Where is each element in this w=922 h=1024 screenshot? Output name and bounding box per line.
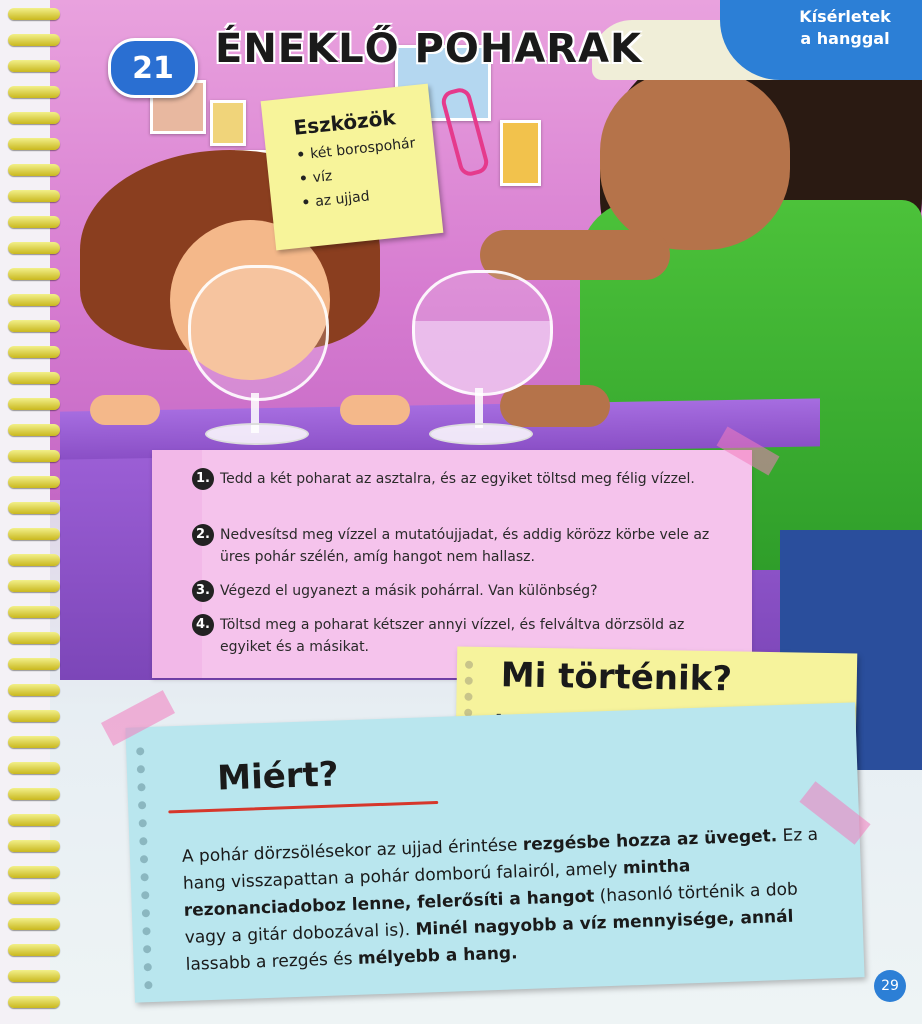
spiral-binding [0, 0, 58, 1024]
tool-item: • két borospohár [295, 129, 435, 167]
spiral-coil [8, 944, 60, 956]
experiment-number-badge: 21 [108, 38, 198, 98]
boy-hand [500, 385, 610, 427]
why-title: Miért? [216, 754, 340, 799]
spiral-coil [8, 762, 60, 774]
spiral-coil [8, 346, 60, 358]
notebook-hole [465, 677, 473, 685]
notebook-hole [136, 747, 144, 755]
boy-face [600, 70, 790, 250]
spiral-coil [8, 372, 60, 384]
spiral-coil [8, 320, 60, 332]
step-number: 4. [192, 614, 214, 636]
tool-item: • víz [298, 153, 438, 191]
why-text-part: A pohár dörzsölésekor az ujjad érintése [181, 835, 524, 867]
why-text-part: lassabb a rezgés és [185, 948, 359, 975]
step-text: Töltsd meg a poharat kétszer annyi vízzel, és felváltva dörzsöld az egyiket és a másikat. [220, 617, 685, 655]
notebook-hole [464, 693, 472, 701]
glass-stem [475, 388, 483, 428]
why-text-bold: mintha rezonanciadoboz lenne, felerősíti a hangot [183, 856, 691, 921]
notebook-hole [137, 765, 145, 773]
spiral-coil [8, 528, 60, 540]
spiral-coil [8, 710, 60, 722]
step-number: 2. [192, 524, 214, 546]
notebook-hole [143, 945, 151, 953]
glass-base [429, 423, 533, 445]
notebook-hole [137, 783, 145, 791]
step-3 [196, 580, 740, 602]
wall-poster [500, 120, 541, 186]
what-happens-title: Mi történik? [500, 655, 733, 700]
why-text-part: (hasonló történik a dob vagy a gitár dobozával is). [184, 879, 799, 948]
notebook-hole [141, 873, 149, 881]
notebook-hole [141, 891, 149, 899]
why-text-part: Ez a hang visszapattan a pohár domború falairól, amely [182, 824, 819, 894]
instructions-panel [152, 450, 752, 678]
spiral-coil [8, 892, 60, 904]
half-full-wine-glass [412, 270, 553, 396]
spiral-coil [8, 86, 60, 98]
spiral-coil [8, 424, 60, 436]
spiral-coil [8, 502, 60, 514]
why-text [182, 822, 826, 979]
page-number: 29 [874, 970, 906, 1002]
why-text-bold: Minél nagyobb a víz mennyisége, annál [415, 906, 794, 940]
spiral-coil [8, 632, 60, 644]
notebook-hole [139, 837, 147, 845]
section-label-line1: Kísérletek [799, 7, 891, 26]
tools-note [261, 84, 444, 251]
notebook-hole [144, 963, 152, 971]
spiral-coil [8, 918, 60, 930]
spiral-coil [8, 268, 60, 280]
why-note [125, 702, 864, 1002]
spiral-coil [8, 112, 60, 124]
spiral-coil [8, 788, 60, 800]
spiral-coil [8, 658, 60, 670]
spiral-coil [8, 996, 60, 1008]
notebook-hole [144, 981, 152, 989]
tools-title: Eszközök [292, 105, 397, 140]
why-text-bold: mélyebb a hang. [357, 943, 518, 969]
spiral-coil [8, 684, 60, 696]
step-2 [196, 524, 740, 568]
spiral-coil [8, 190, 60, 202]
spiral-coil [8, 606, 60, 618]
spiral-coil [8, 60, 60, 72]
spiral-coil [8, 736, 60, 748]
spiral-coil [8, 164, 60, 176]
step-text: Nedvesítsd meg vízzel a mutatóujjadat, és addig körözz körbe vele az üres pohár szélén, amíg hangot nem hallasz. [220, 527, 710, 565]
spiral-coil [8, 294, 60, 306]
notebook-hole [142, 909, 150, 917]
spiral-coil [8, 216, 60, 228]
notebook-hole [142, 927, 150, 935]
step-text: Végezd el ugyanezt a másik pohárral. Van különbség? [220, 583, 598, 599]
girl-hand-right [340, 395, 410, 425]
glass-base [205, 423, 309, 445]
notebook-hole [139, 819, 147, 827]
notebook-hole [465, 661, 473, 669]
spiral-coil [8, 398, 60, 410]
section-label-line2: a hanggal [800, 29, 890, 48]
page-title: ÉNEKLŐ POHARAK [215, 26, 643, 72]
step-number: 1. [192, 468, 214, 490]
spiral-coil [8, 814, 60, 826]
notebook-hole [138, 801, 146, 809]
section-label [770, 6, 920, 50]
step-1 [196, 468, 740, 490]
spiral-coil [8, 138, 60, 150]
why-text-bold: rezgésbe hozza az üveget. [522, 826, 778, 856]
spiral-coil [8, 866, 60, 878]
tools-list [265, 129, 440, 218]
tool-item: • az ujjad [300, 177, 440, 215]
girl-hand-left [90, 395, 160, 425]
empty-wine-glass [188, 265, 329, 401]
spiral-coil [8, 450, 60, 462]
spiral-coil [8, 8, 60, 20]
spiral-coil [8, 580, 60, 592]
spiral-coil [8, 554, 60, 566]
spiral-coil [8, 970, 60, 982]
step-number: 3. [192, 580, 214, 602]
spiral-coil [8, 242, 60, 254]
spiral-coil [8, 476, 60, 488]
step-text: Tedd a két poharat az asztalra, és az egyiket töltsd meg félig vízzel. [220, 471, 695, 487]
notebook-hole [140, 855, 148, 863]
spiral-coil [8, 840, 60, 852]
title-underline [168, 801, 438, 813]
spiral-coil [8, 34, 60, 46]
wall-poster [210, 100, 246, 146]
